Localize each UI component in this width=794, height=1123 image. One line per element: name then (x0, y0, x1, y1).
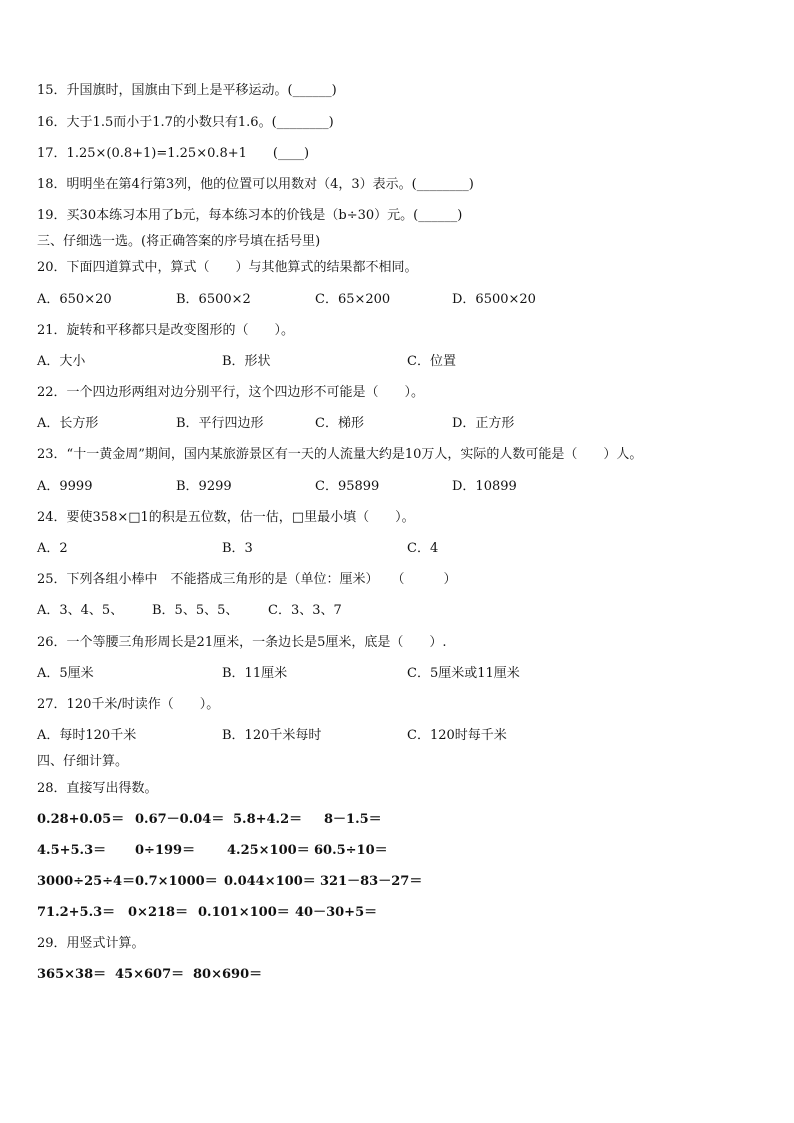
calc-item: 8－1.5＝ (324, 812, 382, 827)
calc-item: 0×218＝ (128, 905, 189, 920)
calc-item: 4.5+5.3＝ (37, 843, 107, 858)
question-22-option-a: A．长方形 (37, 416, 99, 431)
question-21-stem: 21．旋转和平移都只是改变图形的（ ）。 (37, 323, 295, 338)
vertical-calc-item: 45×607＝ (115, 967, 185, 982)
question-24-option-b: B．3 (222, 541, 253, 556)
calc-item: 40－30+5＝ (295, 905, 378, 920)
question-21-option-b: B．形状 (222, 354, 271, 369)
calc-item: 0.28+0.05＝ (37, 812, 125, 827)
vertical-calc-item: 365×38＝ (37, 967, 107, 982)
question-26-stem: 26．一个等腰三角形周长是21厘米，一条边长是5厘米，底是（ ）. (37, 635, 447, 650)
question-29-stem: 29．用竖式计算。 (37, 936, 145, 951)
calc-item: 5.8+4.2＝ (233, 812, 303, 827)
question-26-option-a: A．5厘米 (37, 666, 94, 681)
question-21-option-c: C．位置 (407, 354, 456, 369)
question-27-option-c: C．120时每千米 (407, 728, 507, 743)
section-4-heading: 四、仔细计算。 (37, 754, 129, 769)
calc-item: 0÷199＝ (135, 843, 196, 858)
question-25-option-a: A．3、4、5、 (37, 603, 124, 618)
question-22-option-c: C．梯形 (315, 416, 364, 431)
question-23-option-d: D．10899 (452, 479, 517, 494)
question-21-option-a: A．大小 (37, 354, 86, 369)
calc-item: 71.2+5.3＝ (37, 905, 116, 920)
question-20-option-d: D．6500×20 (452, 292, 536, 307)
question-23-option-a: A．9999 (37, 479, 93, 494)
calc-item: 0.7×1000＝ (135, 874, 218, 889)
question-26-option-c: C．5厘米或11厘米 (407, 666, 520, 681)
question-25-stem: 25．下列各组小棒中 不能搭成三角形的是（单位：厘米） （ ） (37, 572, 457, 587)
question-15: 15．升国旗时，国旗由下到上是平移运动。(______) (37, 83, 337, 98)
question-27-option-b: B．120千米每时 (222, 728, 322, 743)
question-25-option-b: B．5、5、5、 (152, 603, 239, 618)
vertical-calc-item: 80×690＝ (193, 967, 263, 982)
question-26-option-b: B．11厘米 (222, 666, 288, 681)
question-16: 16．大于1.5而小于1.7的小数只有1.6。(________) (37, 115, 334, 130)
calc-item: 3000÷25÷4＝ (37, 874, 136, 889)
calc-item: 4.25×100＝ (227, 843, 310, 858)
question-23-option-b: B．9299 (176, 479, 232, 494)
question-27-stem: 27．120千米/时读作（ ）。 (37, 697, 220, 712)
question-20-option-b: B．6500×2 (176, 292, 251, 307)
question-17: 17．1.25×(0.8+1)=1.25×0.8+1 (____) (37, 146, 310, 161)
section-3-heading: 三、仔细选一选。(将正确答案的序号填在括号里) (37, 234, 321, 249)
question-22-stem: 22．一个四边形两组对边分别平行，这个四边形不可能是（ ）。 (37, 385, 425, 400)
question-24-option-c: C．4 (407, 541, 439, 556)
question-24-stem: 24．要使358×□1的积是五位数，估一估，□里最小填（ ）。 (37, 510, 415, 525)
calc-item: 321－83－27＝ (320, 874, 423, 889)
question-25-option-c: C．3、3、7 (268, 603, 342, 618)
question-27-option-a: A．每时120千米 (37, 728, 137, 743)
question-19: 19．买30本练习本用了b元，每本练习本的价钱是（b÷30）元。(______) (37, 208, 463, 223)
question-20-stem: 20．下面四道算式中，算式（ ）与其他算式的结果都不相同。 (37, 260, 418, 275)
question-20-option-c: C．65×200 (315, 292, 391, 307)
question-28-stem: 28．直接写出得数。 (37, 781, 158, 796)
question-22-option-b: B．平行四边形 (176, 416, 264, 431)
calc-item: 0.67－0.04＝ (135, 812, 225, 827)
question-18: 18．明明坐在第4行第3列，他的位置可以用数对（4，3）表示。(________) (37, 177, 474, 192)
question-20-option-a: A．650×20 (37, 292, 112, 307)
calc-item: 0.101×100＝ (198, 905, 290, 920)
question-24-option-a: A．2 (37, 541, 68, 556)
question-22-option-d: D．正方形 (452, 416, 515, 431)
calc-item: 0.044×100＝ (224, 874, 316, 889)
question-23-stem: 23．“十一黄金周”期间，国内某旅游景区有一天的人流量大约是10万人，实际的人数可能是（ ）人。 (37, 447, 643, 462)
question-23-option-c: C．95899 (315, 479, 380, 494)
calc-item: 60.5÷10＝ (314, 843, 388, 858)
